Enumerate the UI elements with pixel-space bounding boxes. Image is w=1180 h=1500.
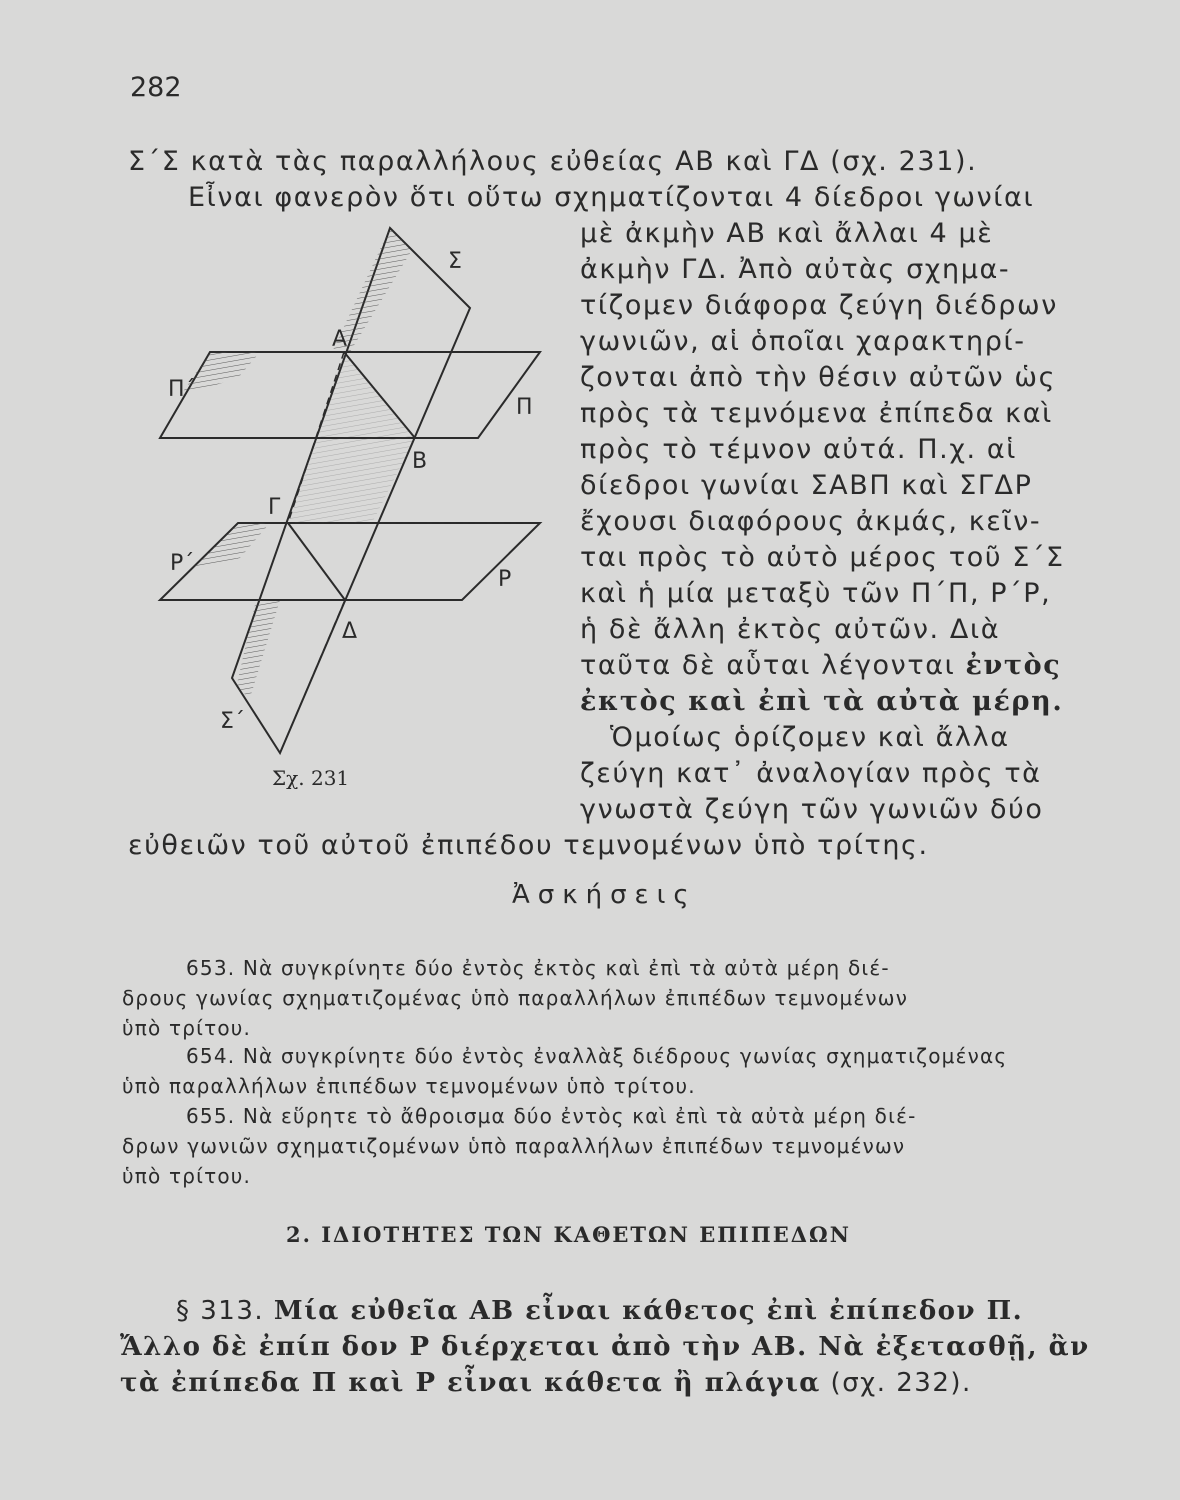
section-title: 2. ΙΔΙΟΤΗΤΕΣ ΤΩΝ ΚΑΘΕΤΩΝ ΕΠΙΠΕΔΩΝ bbox=[286, 1222, 851, 1247]
body-line-6: γωνιῶν, αἱ ὁποῖαι χαρακτηρί- bbox=[580, 326, 1026, 357]
exercise-653-line-2: δρους γωνίας σχηματιζομένας ὑπὸ παραλλήλων ἐπιπέδων τεμνομένων bbox=[122, 986, 909, 1010]
body-line-12: ται πρὸς τὸ αὐτὸ μέρος τοῦ Σ΄Σ bbox=[580, 542, 1065, 573]
body-line-4: ἀκμὴν ΓΔ. Ἀπὸ αὐτὰς σχημα- bbox=[580, 254, 1011, 285]
body-line-2: Εἶναι φανερὸν ὅτι οὕτω σχηματίζονται 4 δίεδροι γωνίαι bbox=[188, 182, 1035, 213]
body-line-15-text: ταῦτα δὲ αὗται λέγονται bbox=[580, 650, 966, 681]
body-line-13: καὶ ἡ μία μεταξὺ τῶν Π΄Π, Ρ΄Ρ, bbox=[580, 578, 1052, 609]
body-line-3: μὲ ἀκμὴν ΑΒ καὶ ἄλλαι 4 μὲ bbox=[580, 218, 994, 249]
body-line-7: ζονται ἀπὸ τὴν θέσιν αὐτῶν ὡς bbox=[580, 362, 1057, 393]
proposition-line-1 bbox=[176, 1296, 1023, 1326]
label-p-prime: Π΄ bbox=[168, 377, 196, 402]
body-line-18: ζεύγη κατ᾽ ἀναλογίαν πρὸς τὰ bbox=[580, 758, 1042, 789]
line-gd bbox=[288, 523, 345, 600]
proposition-line-2: Ἄλλο δὲ ἐπίπ δον Ρ διέρχεται ἀπὸ τὴν ΑΒ. Νὰ ἐξετασθῇ, ἂν bbox=[120, 1332, 1090, 1362]
label-sigma: Σ bbox=[448, 249, 462, 274]
body-line-19: γνωστὰ ζεύγη τῶν γωνιῶν δύο bbox=[580, 794, 1044, 825]
body-line-14: ἡ δὲ ἄλλη ἐκτὸς αὐτῶν. Διὰ bbox=[580, 614, 1001, 645]
label-d: Δ bbox=[342, 619, 358, 644]
exercises-heading: Ἀσκήσεις bbox=[512, 880, 697, 910]
label-r-prime: Ρ΄ bbox=[170, 551, 195, 576]
body-line-15 bbox=[580, 650, 1061, 681]
body-line-20: εὐθειῶν τοῦ αὐτοῦ ἐπιπέδου τεμνομένων ὑπὸ τρίτης. bbox=[128, 830, 929, 861]
proposition-line-1-bold: Μία εὐθεῖα ΑΒ εἶναι κάθετος ἐπὶ ἐπίπεδον Π. bbox=[273, 1296, 1024, 1326]
exercise-653-line-3: ὑπὸ τρίτου. bbox=[122, 1016, 252, 1040]
label-sigma-prime: Σ΄ bbox=[220, 709, 245, 734]
page-number: 282 bbox=[130, 72, 182, 103]
body-line-9: πρὸς τὸ τέμνον αὐτά. Π.χ. αἱ bbox=[580, 434, 1018, 465]
proposition-line-3 bbox=[120, 1368, 972, 1398]
exercise-653-line-1: 653. Νὰ συγκρίνητε δύο ἐντὸς ἐκτὸς καὶ ἐπὶ τὰ αὐτὰ μέρη διέ- bbox=[186, 956, 890, 980]
exercise-655-line-3: ὑπὸ τρίτου. bbox=[122, 1164, 252, 1188]
exercise-654-line-1: 654. Νὰ συγκρίνητε δύο ἐντὸς ἐναλλὰξ διέδρους γωνίας σχηματιζομένας bbox=[186, 1044, 1008, 1068]
body-line-1: Σ΄Σ κατὰ τὰς παραλλήλους εὐθείας ΑΒ καὶ ΓΔ (σχ. 231). bbox=[128, 146, 978, 177]
body-line-17: Ὁμοίως ὁρίζομεν καὶ ἄλλα bbox=[610, 722, 1010, 753]
exercise-655-line-2: δρων γωνιῶν σχηματιζομένων ὑπὸ παραλλήλων ἐπιπέδων τεμνομένων bbox=[122, 1134, 906, 1158]
exercise-654-line-2: ὑπὸ παραλλήλων ἐπιπέδων τεμνομένων ὑπὸ τρίτου. bbox=[122, 1074, 696, 1098]
exercise-655-line-1: 655. Νὰ εὕρητε τὸ ἄθροισμα δύο ἐντὸς καὶ ἐπὶ τὰ αὐτὰ μέρη διέ- bbox=[186, 1104, 917, 1128]
figure-caption: Σχ. 231 bbox=[272, 766, 350, 790]
label-b: Β bbox=[412, 449, 428, 474]
proposition-number: § 313. bbox=[176, 1296, 274, 1326]
label-p: Π bbox=[516, 395, 533, 420]
body-line-11: ἔχουσι διαφόρους ἀκμάς, κεῖν- bbox=[580, 506, 1042, 537]
body-line-8: πρὸς τὰ τεμνόμενα ἐπίπεδα καὶ bbox=[580, 398, 1053, 429]
body-line-15-bold: ἐντὸς bbox=[965, 650, 1062, 681]
body-line-10: δίεδροι γωνίαι ΣΑΒΠ καὶ ΣΓΔΡ bbox=[580, 470, 1033, 501]
proposition-line-3-ref: (σχ. 232). bbox=[820, 1368, 972, 1398]
figure-231 bbox=[150, 218, 560, 798]
proposition-line-3-bold: τὰ ἐπίπεδα Π καὶ Ρ εἶναι κάθετα ἢ πλάγια bbox=[120, 1368, 821, 1398]
label-r: Ρ bbox=[498, 567, 512, 592]
body-line-16: ἐκτὸς καὶ ἐπὶ τὰ αὐτὰ μέρη. bbox=[580, 686, 1064, 717]
label-g: Γ bbox=[268, 495, 281, 520]
label-a: Α bbox=[332, 327, 348, 352]
body-line-5: τίζομεν διάφορα ζεύγη διέδρων bbox=[580, 290, 1058, 321]
